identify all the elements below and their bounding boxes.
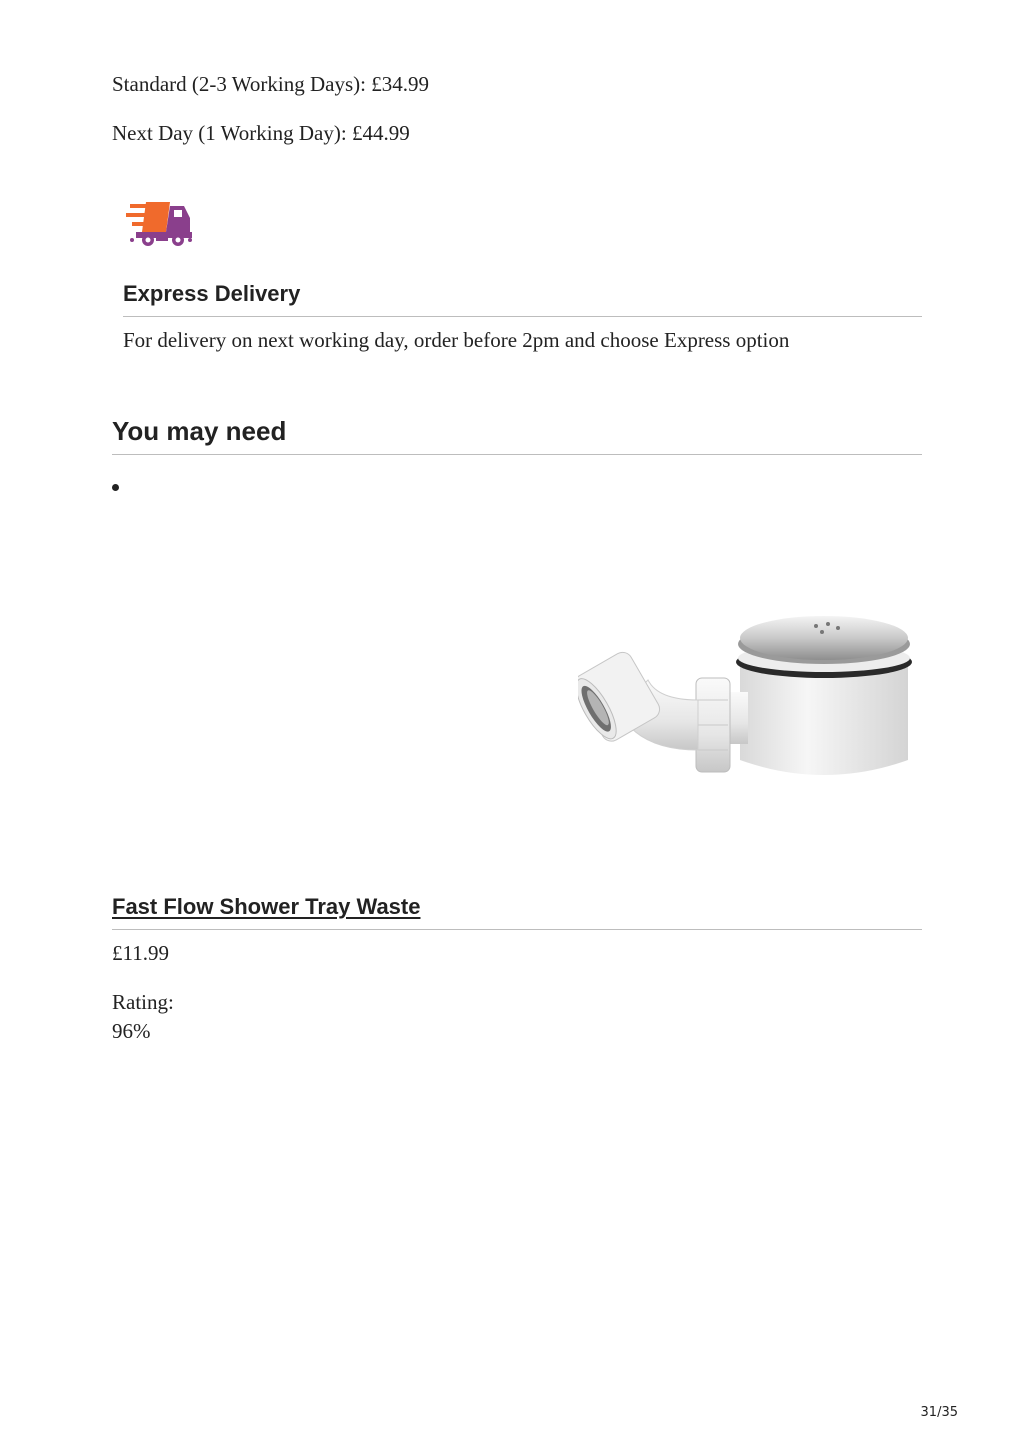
express-divider — [123, 316, 922, 317]
product-divider — [112, 929, 922, 930]
you-may-need-heading: You may need — [112, 416, 287, 446]
rating-value: 96% — [112, 1019, 151, 1043]
standard-shipping-option: Standard (2-3 Working Days): £34.99 — [112, 72, 429, 96]
express-delivery-title: Express Delivery — [123, 281, 301, 306]
page-number: 31/35 — [920, 1405, 958, 1420]
express-delivery-description: For delivery on next working day, order before 2pm and choose Express option — [123, 328, 790, 352]
rating-label: Rating: — [112, 990, 174, 1014]
shower-tray-waste-image[interactable] — [578, 600, 918, 790]
delivery-truck-icon — [126, 196, 196, 250]
next-day-shipping-option: Next Day (1 Working Day): £44.99 — [112, 121, 410, 145]
product-title-link[interactable]: Fast Flow Shower Tray Waste — [112, 894, 421, 919]
list-bullet — [112, 484, 119, 491]
you-may-need-divider — [112, 454, 922, 455]
product-price: £11.99 — [112, 941, 169, 965]
